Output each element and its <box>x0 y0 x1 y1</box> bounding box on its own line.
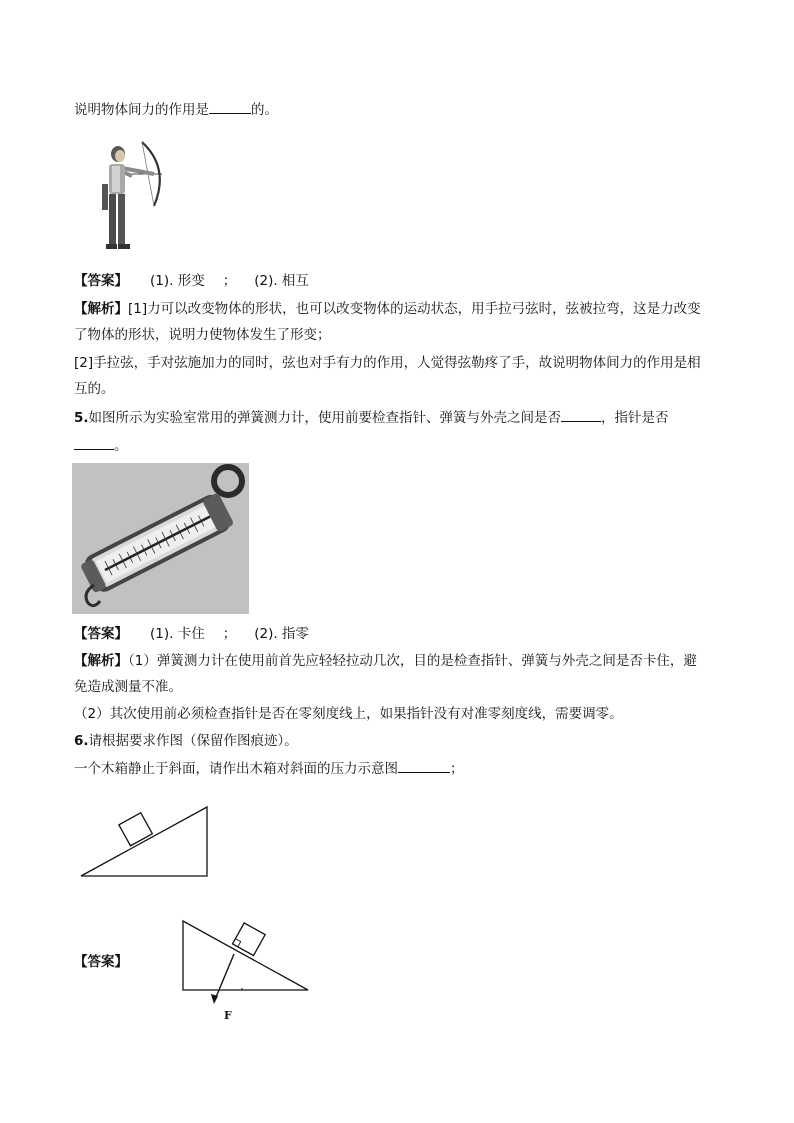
q5-stem-end: 。 <box>114 438 128 454</box>
q4-answer-line <box>74 271 309 291</box>
q5-analysis-line-2: 免造成测量不准。 <box>74 679 182 695</box>
q4-tail-suffix: 的。 <box>251 102 278 118</box>
answer-2: (2). 相互 <box>254 273 309 289</box>
q6-stem-line <box>74 731 298 751</box>
answer-blank-2[interactable] <box>74 435 114 450</box>
q4-analysis-line-2: 了物体的形状，说明力使物体发生了形变； <box>74 327 331 343</box>
q5-stem-line-1 <box>74 407 669 428</box>
answer-separator: ； <box>222 626 237 642</box>
force-arrow <box>214 954 234 1002</box>
q5-analysis-line-3: （2）其次使用前必须检查指针是否在零刻度线上，如果指针没有对准零刻度线，需要调零。 <box>74 706 623 722</box>
analysis-tag: 【解析】 <box>74 653 128 669</box>
answer-tag: 【答案】 <box>74 954 128 970</box>
q6-answer-line <box>74 952 128 972</box>
archer-figure <box>92 134 168 258</box>
answer-blank-1[interactable] <box>561 407 601 422</box>
incline-question-figure <box>78 804 210 880</box>
answer-1: (1). 形变 <box>150 273 205 289</box>
q5-analysis-line-1 <box>74 651 697 671</box>
answer-blank[interactable] <box>209 99 251 114</box>
q6-stem: 请根据要求作图（保留作图痕迹）。 <box>88 733 298 749</box>
q6-sub-line <box>74 758 464 779</box>
answer-2: (2). 指零 <box>254 626 309 642</box>
answer-separator: ； <box>222 273 237 289</box>
analysis-text: [1]力可以改变物体的形状，也可以改变物体的运动状态，用手拉弓弦时，弦被拉弯，这是力改变 <box>128 301 701 317</box>
incline-answer-figure <box>180 918 314 1024</box>
q6-sub: 一个木箱静止于斜面，请作出木箱对斜面的压力示意图 <box>74 761 398 777</box>
force-label: F <box>224 1009 232 1022</box>
question-number: 5. <box>74 410 89 426</box>
q4-analysis-line-4: 互的。 <box>74 381 115 397</box>
q4-analysis-line-1 <box>74 299 701 319</box>
q5-stem-line-2 <box>74 435 128 456</box>
answer-1: (1). 卡住 <box>150 626 205 642</box>
q4-analysis-line-3: [2]手拉弦，手对弦施加力的同时，弦也对手有力的作用，人觉得弦勒疼了手，故说明物体间力的作用是相 <box>74 355 701 371</box>
q6-sub-suffix: ； <box>450 761 464 777</box>
q5-answer-line <box>74 624 309 644</box>
answer-tag: 【答案】 <box>74 273 128 289</box>
question-number: 6. <box>74 733 89 749</box>
analysis-tag: 【解析】 <box>74 301 128 317</box>
q5-stem-suffix: ，指针是否 <box>601 410 669 426</box>
answer-blank[interactable] <box>398 758 450 773</box>
spring-scale-photo <box>72 463 249 614</box>
analysis-text: （1）弹簧测力计在使用前首先应轻轻拉动几次，目的是检查指针、弹簧与外壳之间是否卡住，避 <box>128 653 697 669</box>
q4-tail-line <box>74 99 278 120</box>
answer-tag: 【答案】 <box>74 626 128 642</box>
q4-tail-prefix: 说明物体间力的作用是 <box>74 102 209 118</box>
q5-stem: 如图所示为实验室常用的弹簧测力计，使用前要检查指针、弹簧与外壳之间是否 <box>88 410 562 426</box>
